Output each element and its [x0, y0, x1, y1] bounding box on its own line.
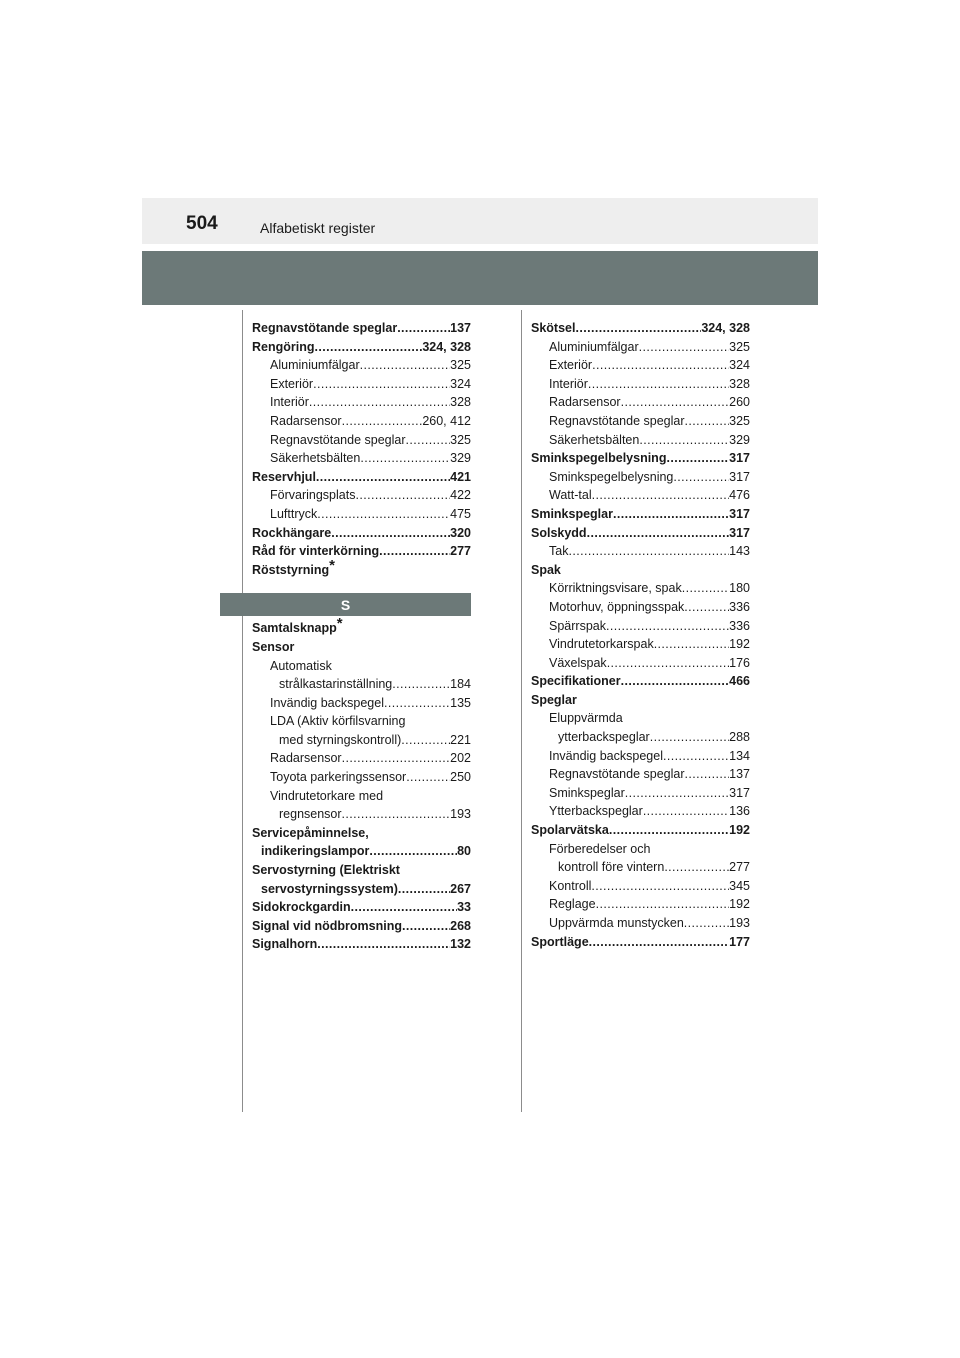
leader-dots — [355, 486, 450, 505]
index-heading: Sensor — [252, 639, 295, 654]
index-subentry — [252, 768, 471, 787]
index-subentry — [252, 880, 471, 899]
entry-term: Spärrspak — [549, 618, 606, 633]
leader-dots — [379, 542, 450, 561]
index-subentry — [252, 694, 471, 713]
entry-page-number: 317 — [729, 785, 750, 800]
leader-dots — [331, 524, 450, 543]
leader-dots — [397, 319, 450, 338]
index-entry — [531, 505, 750, 524]
entry-page-number: 177 — [729, 934, 750, 949]
entry-term: Skötsel — [531, 321, 576, 335]
entry-page-number: 421 — [450, 469, 471, 484]
leader-dots — [625, 784, 729, 803]
entry-term: Regnavstötande speglar — [270, 432, 406, 447]
leader-dots — [588, 375, 729, 394]
index-entry — [531, 319, 750, 338]
index-subentry — [531, 579, 750, 598]
index-subentry — [252, 805, 471, 824]
entry-term: Säkerhetsbälten — [549, 432, 640, 447]
entry-page-number: 184 — [450, 677, 471, 692]
leader-dots — [342, 412, 423, 431]
section-letter-s: S — [220, 593, 471, 616]
entry-page-number: 324 — [729, 358, 750, 373]
index-subentry — [531, 914, 750, 933]
entry-page-number: 80 — [457, 844, 471, 859]
index-subentry — [531, 486, 750, 505]
entry-term: Kontroll — [549, 878, 592, 893]
entry-term: Körriktningsvisare, spak — [549, 581, 682, 596]
index-subentry — [252, 731, 471, 750]
leader-dots — [313, 375, 450, 394]
index-subentry: Automatisk — [270, 658, 332, 673]
leader-dots — [398, 880, 450, 899]
entry-term: Radarsensor — [549, 395, 621, 410]
entry-page-number: 288 — [729, 730, 750, 745]
index-subentry — [252, 356, 471, 375]
index-subentry — [252, 486, 471, 505]
entry-page-number: 193 — [729, 916, 750, 930]
leader-dots — [591, 877, 729, 896]
entry-page-number: 324, 328 — [701, 321, 750, 335]
leader-dots — [568, 542, 729, 561]
index-heading: Servicepåminnelse, — [252, 825, 369, 840]
entry-page-number: 324, 328 — [422, 339, 471, 354]
entry-page-number: 250 — [450, 770, 471, 785]
index-subentry — [252, 675, 471, 694]
asterisk-mark: * — [336, 615, 343, 633]
entry-page-number: 136 — [729, 804, 750, 819]
entry-term: Sportläge — [531, 934, 589, 949]
entry-term: Radarsensor — [270, 751, 342, 766]
left-index-column — [252, 319, 471, 954]
entry-term: regnsensor — [279, 807, 342, 822]
entry-term: Toyota parkeringssensor — [270, 770, 407, 785]
index-subentry — [252, 393, 471, 412]
index-subentry — [531, 895, 750, 914]
entry-page-number: 328 — [450, 395, 471, 410]
leader-dots — [575, 319, 701, 338]
entry-page-number: 132 — [450, 937, 471, 952]
index-subentry — [252, 431, 471, 450]
leader-dots — [650, 728, 729, 747]
leader-dots — [342, 749, 451, 768]
leader-dots — [316, 468, 450, 487]
entry-page-number: 328 — [729, 376, 750, 391]
index-entry — [252, 898, 471, 917]
index-heading: Servostyrning (Elektriskt — [252, 863, 400, 878]
leader-dots — [609, 821, 729, 840]
index-entry — [531, 933, 750, 952]
entry-term: Lufttryck — [270, 506, 318, 521]
entry-page-number: 192 — [729, 823, 750, 838]
entry-page-number: 267 — [450, 881, 471, 896]
entry-term: Regnavstötande speglar — [549, 767, 685, 782]
leader-dots — [685, 412, 730, 431]
entry-page-number: 325 — [450, 358, 471, 373]
index-subentry: Vindrutetorkare med — [270, 788, 384, 803]
index-subentry — [531, 617, 750, 636]
leader-dots — [351, 898, 457, 917]
index-entry — [531, 449, 750, 468]
leader-dots — [596, 895, 730, 914]
index-entry — [252, 935, 471, 954]
entry-term: Vindrutetorkarspak — [549, 637, 654, 652]
entry-term: med styrningskontroll) — [279, 732, 402, 747]
entry-term: Reservhjul — [252, 469, 316, 484]
entry-term: Signal vid nödbromsning — [252, 918, 402, 933]
entry-term: Rengöring — [252, 339, 315, 354]
entry-page-number: 422 — [450, 488, 471, 503]
entry-term: Regnavstötande speglar — [549, 413, 685, 428]
leader-dots — [663, 747, 729, 766]
entry-page-number: 466 — [729, 674, 750, 689]
entry-page-number: 137 — [450, 321, 471, 335]
index-subentry — [252, 505, 471, 524]
entry-page-number: 192 — [729, 897, 750, 912]
entry-page-number: 345 — [729, 878, 750, 893]
leader-dots — [384, 694, 450, 713]
entry-term: Växelspak — [549, 655, 607, 670]
entry-page-number: 317 — [729, 469, 750, 484]
index-subentry — [531, 468, 750, 487]
entry-page-number: 193 — [450, 807, 471, 822]
entry-term: Tak — [549, 544, 569, 559]
entry-term: Solskydd — [531, 525, 587, 540]
entry-page-number: 137 — [729, 767, 750, 782]
leader-dots — [639, 431, 729, 450]
leader-dots — [360, 356, 451, 375]
entry-page-number: 336 — [729, 618, 750, 633]
index-subentry — [531, 635, 750, 654]
entry-page-number: 180 — [729, 581, 750, 596]
leader-dots — [621, 672, 730, 691]
entry-term: kontroll före vintern — [558, 860, 665, 875]
index-subentry — [531, 431, 750, 450]
index-subentry: Förberedelser och — [549, 841, 651, 856]
index-entry — [531, 821, 750, 840]
entry-page-number: 260, 412 — [422, 413, 471, 428]
index-heading: Spak — [531, 562, 561, 577]
index-subentry — [252, 375, 471, 394]
leader-dots — [315, 338, 423, 357]
index-subentry — [531, 728, 750, 747]
entry-term: strålkastarinställning — [279, 677, 393, 692]
entry-page-number: 336 — [729, 599, 750, 614]
entry-term: Motorhuv, öppningsspak — [549, 599, 685, 614]
leader-dots — [342, 805, 451, 824]
entry-term: ytterbackspeglar — [558, 730, 650, 745]
leader-dots — [402, 917, 450, 936]
leader-dots — [666, 449, 729, 468]
entry-term: Sminkspegelbelysning — [549, 469, 674, 484]
index-subentry: LDA (Aktiv körfilsvarning — [270, 714, 406, 729]
entry-term: Regnavstötande speglar — [252, 321, 398, 335]
entry-term: servostyrningssystem) — [261, 881, 398, 896]
entry-page-number: 475 — [450, 506, 471, 521]
entry-term: Råd för vinterkörning — [252, 544, 380, 559]
index-entry — [252, 542, 471, 561]
leader-dots — [360, 449, 450, 468]
leader-dots — [607, 654, 729, 673]
entry-term: Aluminiumfälgar — [549, 339, 639, 354]
entry-page-number: 325 — [450, 432, 471, 447]
index-subentry — [531, 393, 750, 412]
leader-dots — [317, 935, 450, 954]
index-subentry: Eluppvärmda — [549, 711, 623, 726]
entry-term: Rockhängare — [252, 525, 332, 540]
index-subentry — [531, 784, 750, 803]
entry-term: Invändig backspegel — [270, 695, 384, 710]
index-subentry — [252, 412, 471, 431]
index-subentry — [531, 542, 750, 561]
entry-page-number: 320 — [450, 525, 471, 540]
entry-term: Sidokrockgardin — [252, 900, 351, 915]
entry-page-number: 329 — [729, 432, 750, 447]
entry-page-number: 134 — [729, 748, 750, 763]
index-subentry — [531, 356, 750, 375]
entry-page-number: 329 — [450, 451, 471, 466]
index-entry — [252, 319, 471, 338]
entry-page-number: 221 — [450, 732, 471, 747]
index-subentry — [531, 338, 750, 357]
entry-term: Radarsensor — [270, 413, 342, 428]
entry-term: Specifikationer — [531, 674, 621, 689]
index-subentry — [252, 449, 471, 468]
entry-term: Signalhorn — [252, 937, 318, 952]
entry-page-number: 176 — [729, 655, 750, 670]
leader-dots — [606, 617, 729, 636]
entry-page-number: 202 — [450, 751, 471, 766]
entry-page-number: 317 — [729, 525, 750, 540]
entry-term: Sminkspeglar — [531, 506, 613, 521]
index-heading: Röststyrning* — [252, 556, 335, 577]
entry-term: indikeringslampor — [261, 844, 370, 859]
leader-dots — [592, 356, 729, 375]
leader-dots — [613, 505, 729, 524]
entry-page-number: 260 — [729, 395, 750, 410]
entry-term: Interiör — [549, 376, 588, 391]
entry-page-number: 277 — [729, 860, 750, 875]
entry-term: Sminkspegelbelysning — [531, 451, 667, 466]
leader-dots — [682, 579, 729, 598]
index-subentry — [531, 765, 750, 784]
entry-term: Exteriör — [549, 358, 593, 373]
entry-term: Exteriör — [270, 376, 314, 391]
leader-dots — [673, 468, 729, 487]
leader-dots — [369, 842, 457, 861]
entry-term: Spolarvätska — [531, 823, 609, 838]
entry-page-number: 324 — [450, 376, 471, 391]
index-entry — [531, 672, 750, 691]
leader-dots — [592, 486, 730, 505]
left-column-rule — [242, 310, 243, 1112]
index-subentry — [531, 412, 750, 431]
page-header — [142, 198, 818, 244]
entry-term: Ytterbackspeglar — [549, 804, 643, 819]
entry-term: Uppvärmda munstycken — [549, 916, 684, 930]
index-subentry — [531, 375, 750, 394]
index-subentry — [531, 802, 750, 821]
entry-term: Interiör — [270, 395, 309, 410]
asterisk-mark: * — [329, 556, 335, 574]
leader-dots — [587, 524, 730, 543]
entry-page-number: 277 — [450, 544, 471, 559]
leader-dots — [621, 393, 730, 412]
entry-page-number: 192 — [729, 637, 750, 652]
leader-dots — [406, 768, 450, 787]
leader-dots — [684, 914, 729, 933]
page-number: 504 — [186, 213, 218, 234]
index-entry — [252, 524, 471, 543]
entry-page-number: 476 — [729, 488, 750, 503]
index-subentry — [531, 877, 750, 896]
entry-page-number: 268 — [450, 918, 471, 933]
entry-page-number: 325 — [729, 339, 750, 354]
index-entry — [531, 524, 750, 543]
leader-dots — [392, 675, 450, 694]
leader-dots — [654, 635, 729, 654]
index-heading: Samtalsknapp* — [252, 615, 343, 636]
entry-page-number: 325 — [729, 413, 750, 428]
leader-dots — [643, 802, 729, 821]
entry-page-number: 317 — [729, 451, 750, 466]
index-heading: Speglar — [531, 692, 577, 707]
index-entry — [252, 468, 471, 487]
index-entry — [252, 917, 471, 936]
leader-dots — [639, 338, 730, 357]
entry-page-number: 135 — [450, 695, 471, 710]
header-title: Alfabetiskt register — [260, 220, 376, 236]
leader-dots — [406, 431, 451, 450]
leader-dots — [401, 731, 450, 750]
leader-dots — [684, 598, 729, 617]
entry-term: Invändig backspegel — [549, 748, 663, 763]
leader-dots — [664, 858, 729, 877]
entry-term: Sminkspeglar — [549, 785, 625, 800]
index-subentry — [531, 858, 750, 877]
index-subentry — [531, 747, 750, 766]
index-subentry — [252, 842, 471, 861]
index-subentry — [252, 749, 471, 768]
entry-term: Reglage — [549, 897, 596, 912]
entry-page-number: 33 — [457, 900, 471, 915]
entry-term: Watt-tal — [549, 488, 592, 503]
header-band — [142, 251, 818, 305]
index-subentry — [531, 654, 750, 673]
entry-term: Förvaringsplats — [270, 488, 356, 503]
entry-term: Säkerhetsbälten — [270, 451, 361, 466]
entry-term: Aluminiumfälgar — [270, 358, 360, 373]
entry-page-number: 143 — [729, 544, 750, 559]
index-subentry — [531, 598, 750, 617]
right-index-column — [531, 319, 750, 951]
leader-dots — [317, 505, 450, 524]
middle-column-rule — [521, 310, 522, 1112]
leader-dots — [589, 933, 729, 952]
leader-dots — [685, 765, 730, 784]
leader-dots — [309, 393, 450, 412]
entry-page-number: 317 — [729, 506, 750, 521]
index-entry — [252, 338, 471, 357]
